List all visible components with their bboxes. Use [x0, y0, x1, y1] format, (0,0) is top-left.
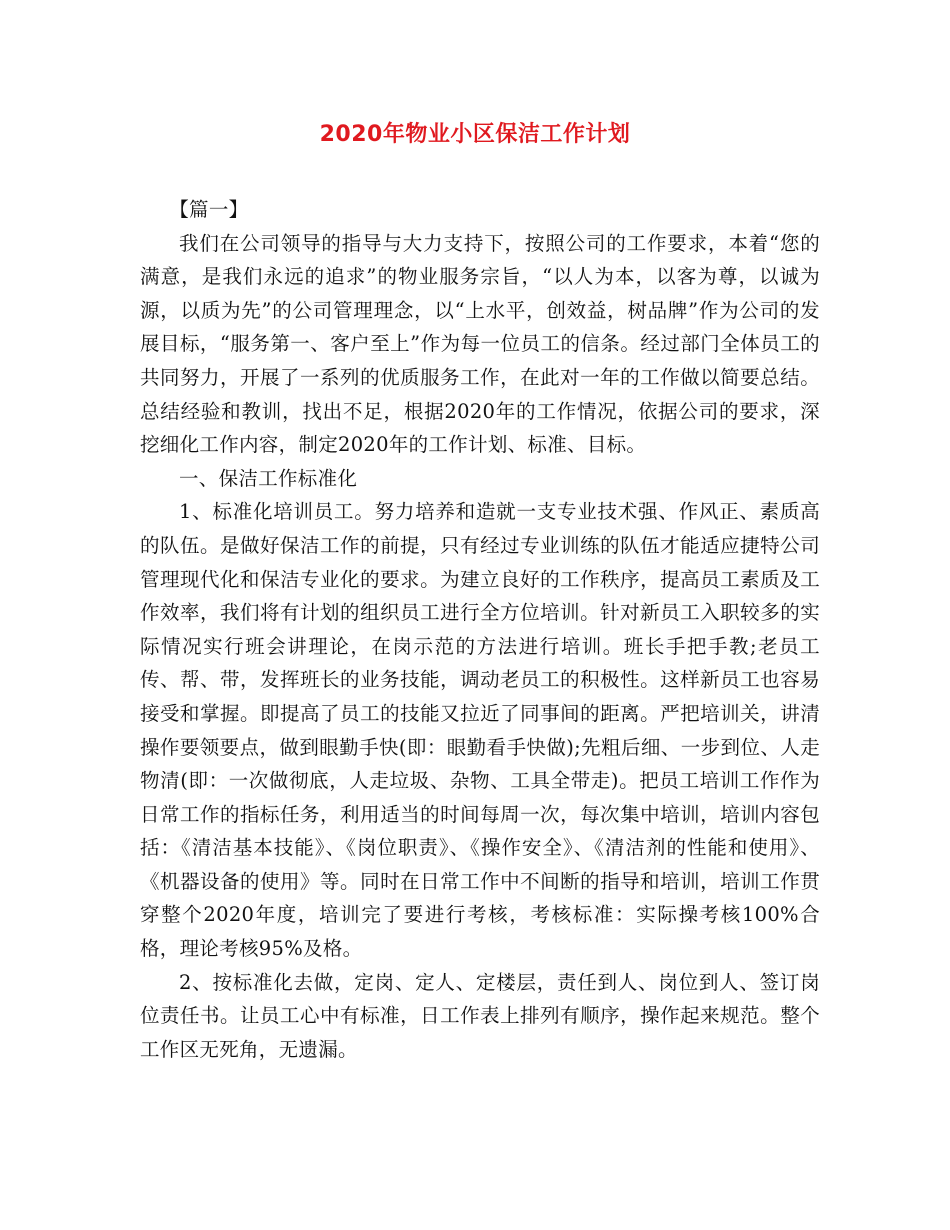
paragraph-item-1: 1、标准化培训员工。努力培养和造就一支专业技术强、作风正、素质高的队伍。是做好保洁工作的前提，只有经过专业训练的队伍才能适应捷特公司管理现代化和保洁专业化的要求。为建立良好的工作秩序，提高员工素质及工作效率，我们将有计划的组织员工进行全方位培训。针对新员工入职较多的实际情况实行班会讲理论，在岗示范的方法进行培训。班长手把手教;老员工传、帮、带，发挥班长的业务技能，调动老员工的积极性。这样新员工也容易接受和掌握。即提高了员工的技能又拉近了同事间的距离。严把培训关，讲清操作要领要点，做到眼勤手快(即：眼勤看手快做);先粗后细、一步到位、人走物清(即：一次做彻底，人走垃圾、杂物、工具全带走)。把员工培训工作作为日常工作的指标任务，利用适当的时间每周一次，每次集中培训，培训内容包括：《清洁基本技能》、《岗位职责》、《操作安全》、《清洁剂的性能和使用》、《机器设备的使用》等。同时在日常工作中不间断的指导和培训，培训工作贯穿整个2020年度，培训完了要进行考核，考核标准：实际操考核100%合格，理论考核95%及格。	[140, 500, 820, 961]
document-body	[140, 193, 820, 1066]
heading-cleaning-standardization: 一、保洁工作标准化	[179, 466, 358, 490]
paragraph-item-2: 2、按标准化去做，定岗、定人、定楼层，责任到人、岗位到人、签订岗位责任书。让员工心中有标准，日工作表上排列有顺序，操作起来规范。整个工作区无死角，无遗漏。	[140, 970, 820, 1061]
section-label: 【篇一】	[169, 198, 249, 221]
intro-paragraph: 我们在公司领导的指导与大力支持下，按照公司的工作要求，本着“您的满意，是我们永远的追求”的物业服务宗旨，“以人为本，以客为尊，以诚为源，以质为先”的公司管理理念，以“上水平，创效益，树品牌”作为公司的发展目标，“服务第一、客户至上”作为每一位员工的信条。经过部门全体员工的共同努力，开展了一系列的优质服务工作，在此对一年的工作做以简要总结。总结经验和教训，找出不足，根据2020年的工作情况，依据公司的要求，深挖细化工作内容，制定2020年的工作计划、标准、目标。	[140, 231, 820, 457]
document-title: 2020年物业小区保洁工作计划	[319, 122, 631, 147]
